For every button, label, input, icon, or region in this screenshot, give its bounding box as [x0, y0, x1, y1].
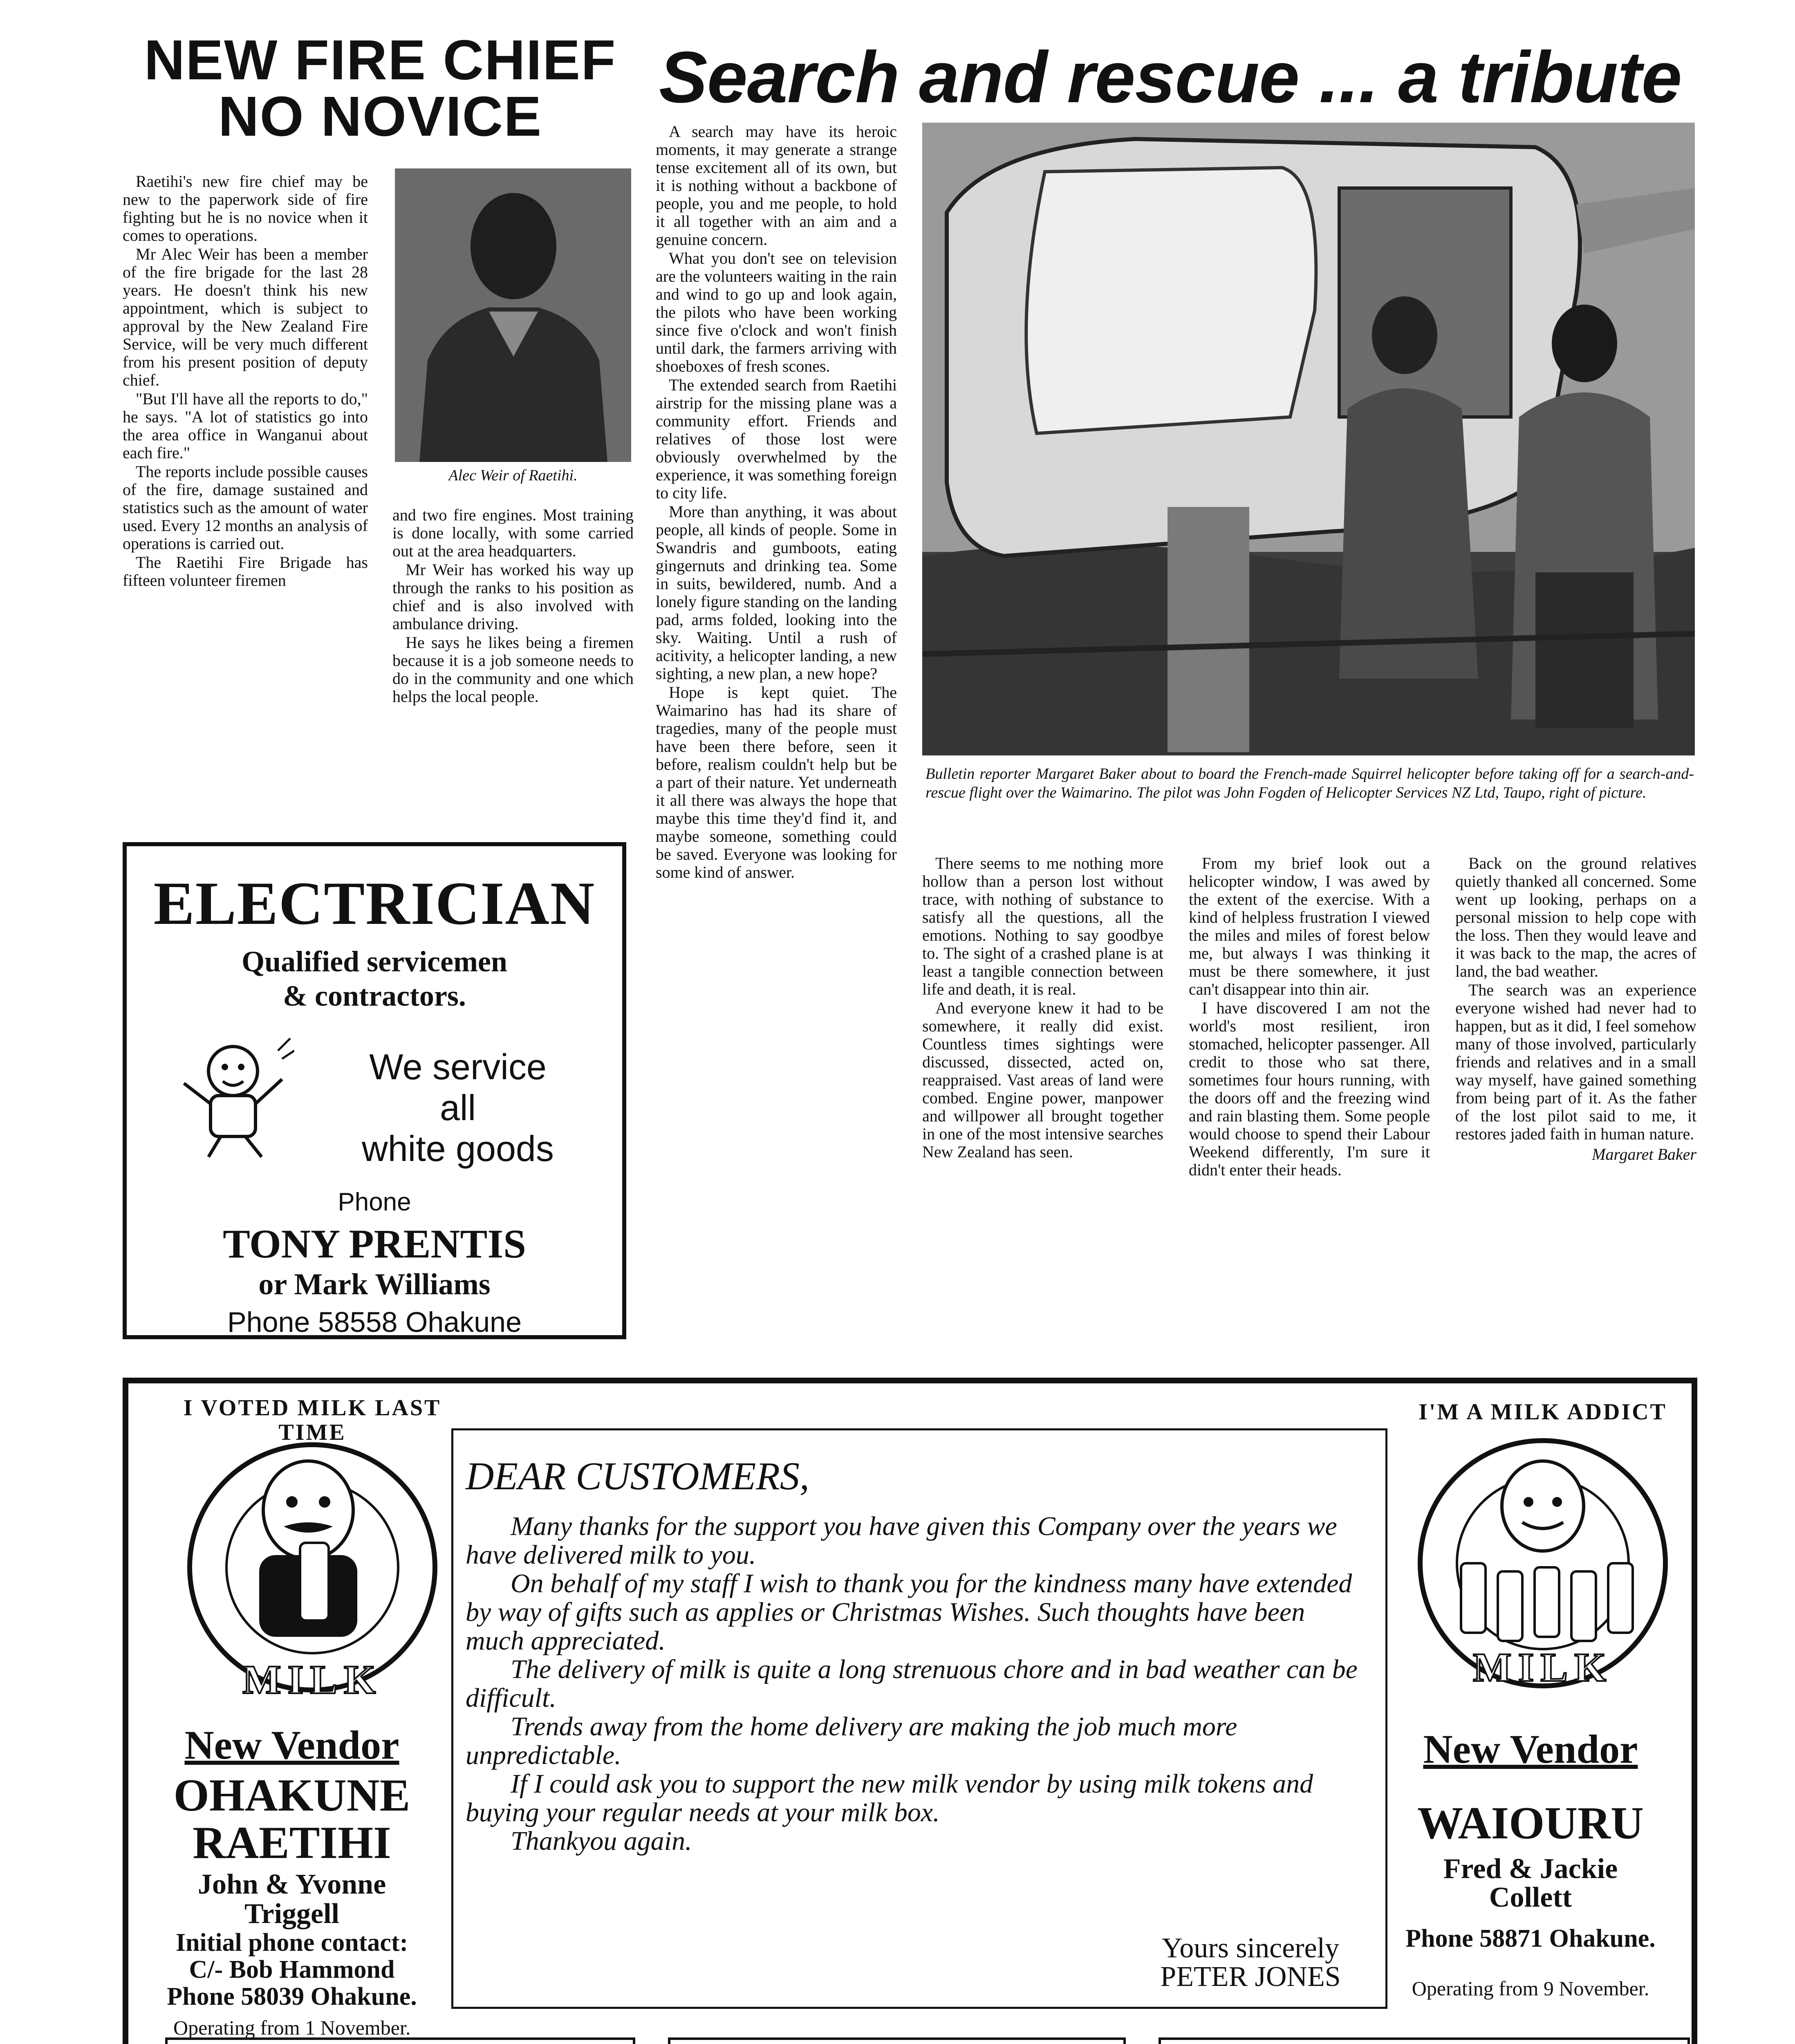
- fire-col1-para: "But I'll have all the reports to do," he says. "A lot of statistics go into the area office in Wanganui about each fire.": [123, 390, 368, 462]
- portrait-silhouette: [395, 168, 631, 462]
- rescue-col1-para: What you don't see on television are the volunteers waiting in the rain and wind to go up and look again, the pilots who have been working since five o'clock and won't finish until dark, the farmers arriving with shoeboxes of fresh scones.: [656, 249, 897, 375]
- left-vendor-contact: C/- Bob Hammond: [189, 1956, 395, 1983]
- left-badge-word: MILK: [242, 1657, 382, 1702]
- fire-col1-para: Mr Alec Weir has been a member of the fire brigade for the last 28 years. He doesn't think his new appointment, which is subject to approval by the New Zealand Fire Service, will be very much different from his present position of deputy chief.: [123, 245, 368, 389]
- fire-col2-para: and two fire engines. Most training is done locally, with some carried out at the area headquarters.: [392, 506, 634, 560]
- letter-para: If I could ask you to support the new milk vendor by using milk tokens and buying your regular needs at your milk box.: [466, 1769, 1313, 1827]
- important-box: [668, 2037, 1126, 2044]
- right-badge-word: MILK: [1473, 1645, 1613, 1690]
- electrician-name: TONY PRENTIS: [223, 1221, 526, 1266]
- electrician-title: ELECTRICIAN: [153, 870, 596, 937]
- electrician-ad: [123, 842, 626, 1339]
- milk-ad: [123, 1378, 1697, 2044]
- left-vendor-names-1: John & Yvonne: [197, 1869, 386, 1900]
- helicopter-photo: [922, 123, 1695, 755]
- electrician-subtitle-2: & contractors.: [283, 979, 466, 1012]
- rescue-col1-para: Hope is kept quiet. The Waimarino has had its share of tragedies, many of the people must have been there before, seen it before, realism couldn't help but be a part of their nature. Yet underneath it all there was always the hope that maybe this time they'd find it, and maybe someone, something could be saved. Everyone was looking for some kind of answer.: [656, 683, 897, 881]
- left-vendor-names-2: Triggell: [244, 1898, 339, 1930]
- right-vendor-names-2: Collett: [1489, 1882, 1572, 1913]
- electrician-subtitle-1: Qualified servicemen: [242, 945, 507, 978]
- rescue-col4-para: The search was an experience everyone wished had never had to happen, but as it did, I feel somehow many of those involved, particularly friends and relatives and in a small way myself, have gained something from being part of it. As the father of the lost pilot said to me, it restores jaded faith in human nature.: [1455, 981, 1696, 1143]
- left-badge-text: I VOTED MILK LAST TIME: [183, 1395, 441, 1445]
- rescue-col1-para: A search may have its heroic moments, it may generate a strange tense excitement all of its own, but it is nothing without a backbone of people, you and me people, to hold it all together with an aim and a genuine concern.: [656, 122, 897, 249]
- left-vendor-contact-label: Initial phone contact:: [175, 1929, 408, 1957]
- rescue-col2-para: And everyone knew it had to be somewhere, it really did exist. Countless times sightings were discussed, dissected, acted on, reappraised. Vast areas of land were combed. Engine power, manpower and willpower all brought together in one of the most intensive searches New Zealand has seen.: [922, 999, 1163, 1161]
- right-vendor-label: New Vendor: [1423, 1726, 1638, 1772]
- milk-factory-box: [1159, 2037, 1690, 2044]
- electrician-mascot-icon: [172, 1034, 294, 1165]
- fire-column-1: [123, 173, 368, 589]
- right-vendor-names-1: Fred & Jackie: [1443, 1853, 1618, 1885]
- right-vendor-phone: Phone 58871 Ohakune.: [1405, 1925, 1656, 1952]
- fire-col1-para: The reports include possible causes of the fire, damage sustained and statistics such as the amount of water used. Every 12 months an analysis of operations is carried out.: [123, 462, 368, 553]
- electrician-alt-name: or Mark Williams: [258, 1268, 491, 1301]
- fire-photo-caption: Alec Weir of Raetihi.: [448, 467, 578, 484]
- rescue-column-4: [1455, 854, 1696, 1163]
- fire-chief-photo: [395, 168, 631, 462]
- right-badge-text: I'M A MILK ADDICT: [1419, 1399, 1667, 1425]
- rescue-column-3: [1189, 854, 1430, 1179]
- letter-para: Trends away from the home delivery are making the job much more unpredictable.: [466, 1712, 1237, 1770]
- left-vendor-operating: Operating from 1 November.: [173, 2016, 411, 2039]
- fire-column-2: [392, 506, 634, 706]
- rescue-column-1: [656, 123, 897, 881]
- customer-letter: [451, 1428, 1387, 2009]
- letter-signature: PETER JONES: [1160, 1961, 1341, 1992]
- electrician-service-1: We service: [369, 1047, 547, 1087]
- helicopter-scene: [922, 123, 1695, 755]
- letter-para: On behalf of my staff I wish to thank you for the kindness many have extended by way of gifts such as applies or Christmas Wishes. Such thoughts have been much appreciated.: [466, 1569, 1352, 1656]
- rescue-col3-para: From my brief look out a helicopter window, I was awed by the extent of the exercise. With a kind of helpless frustration I viewed the miles and miles of forest below me, but always I was thinking it must be there somewhere, it just can't disappear into thin air.: [1189, 854, 1430, 998]
- letter-para: Thankyou again.: [511, 1826, 692, 1856]
- left-vendor-label: New Vendor: [184, 1722, 399, 1768]
- electrician-service-2: all: [439, 1087, 476, 1128]
- right-milk-badge: [1400, 1400, 1686, 1710]
- rescue-col1-para: More than anything, it was about people, all kinds of people. Some in Swandris and gumboots, eating gingernuts and drinking tea. Some in suits, bewildered, numb. And a lonely figure standing on the landing pad, arms folded, looking into the sky. Waiting. Until a rush of acitivity, a helicopter landing, a new sighting, a new plan, a new hope?: [656, 502, 897, 683]
- rescue-col1-para: The extended search from Raetihi airstrip for the missing plane was a community effort. Friends and relatives of those lost were obviously overwhelmed by the experience, it was something foreign to city life.: [656, 376, 897, 502]
- rescue-col2-para: There seems to me nothing more hollow than a person lost without trace, with nothing of substance to satisfy all the questions, all the emotions. Nothing to say goodbye to. The sight of a crashed plane is at least a tangible connection between life and death, it is real.: [922, 854, 1163, 998]
- letter-salutation: DEAR CUSTOMERS,: [466, 1454, 809, 1498]
- fire-col2-para: He says he likes being a firemen because it is a job someone needs to do in the community and one which helps the local people.: [392, 633, 634, 706]
- right-vendor-area: WAIOURU: [1417, 1798, 1644, 1849]
- left-vendor-area-1: OHAKUNE: [173, 1770, 410, 1821]
- rescue-col3-para: I have discovered I am not the world's most resilient, iron stomached, helicopter passenger. All credit to those who sat there, sometimes four hours running, with the doors off and the freezing wind and rain blasting them. Some people would choose to spend their Labour Weekend differently, I'm sure it didn't enter their heads.: [1189, 999, 1430, 1179]
- left-vendor-area-2: RAETIHI: [193, 1818, 391, 1868]
- fire-headline-line1: NEW FIRE CHIEF: [144, 29, 616, 92]
- letter-para: The delivery of milk is quite a long strenuous chore and in bad weather can be difficult.: [466, 1654, 1358, 1713]
- rescue-photo-caption: Bulletin reporter Margaret Baker about to board the French-made Squirrel helicopter before taking off for a search-and-rescue flight over the Waimarino. The pilot was John Fogden of Helicopter Services NZ Ltd, Taupo, right of picture.: [926, 765, 1694, 801]
- rescue-byline: Margaret Baker: [1592, 1145, 1696, 1163]
- letter-body: [466, 1512, 1369, 1856]
- rescue-column-2: [922, 854, 1163, 1161]
- fire-headline: [123, 29, 638, 148]
- left-vendor-phone: Phone 58039 Ohakune.: [167, 1983, 417, 2010]
- letter-signoff: Yours sincerely: [1161, 1932, 1340, 1964]
- letter-para: Many thanks for the support you have given this Company over the years we have delivered milk to you.: [466, 1511, 1337, 1570]
- electrician-phone: Phone 58558 Ohakune: [227, 1306, 522, 1338]
- fire-col2-para: Mr Weir has worked his way up through the ranks to his position as chief and is also involved with ambulance driving.: [392, 560, 634, 633]
- fire-col1-para: The Raetihi Fire Brigade has fifteen volunteer firemen: [123, 553, 368, 589]
- fire-headline-line2: NO NOVICE: [218, 85, 542, 148]
- left-milk-badge: [169, 1396, 455, 1715]
- fire-col1-para: Raetihi's new fire chief may be new to the paperwork side of fire fighting but he is no novice when it comes to operations.: [123, 172, 368, 244]
- right-vendor-operating: Operating from 9 November.: [1412, 1977, 1649, 2000]
- milk-tokens-box: [165, 2037, 635, 2044]
- electrician-phone-label: Phone: [338, 1188, 411, 1216]
- electrician-service-3: white goods: [362, 1128, 554, 1169]
- rescue-headline: Search and rescue ... a tribute: [659, 36, 1682, 118]
- rescue-col4-para: Back on the ground relatives quietly thanked all concerned. Some went up looking, perhaps on a personal mission to help cope with the loss. Then they would leave and it was back to the map, the acres of land, the bad weather.: [1455, 854, 1696, 980]
